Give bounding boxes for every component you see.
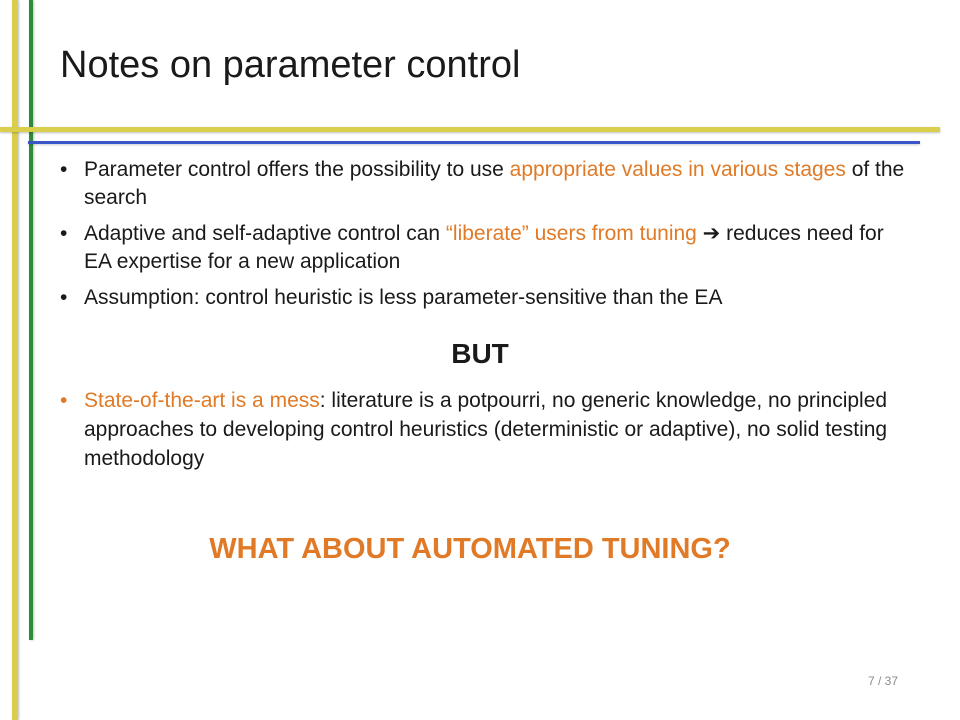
bullet-adaptive-control: [60, 220, 910, 276]
bullet-list: [60, 156, 910, 320]
bullet-text: Adaptive and self-adaptive control can: [84, 222, 446, 245]
bullet-text: Assumption: control heuristic is less parameter-sensitive than the EA: [84, 286, 723, 309]
horizontal-yellow-rule: [0, 127, 940, 132]
but-heading: BUT: [451, 338, 509, 369]
horizontal-blue-rule: [28, 141, 920, 144]
arrow-icon: ➔: [696, 222, 727, 245]
bullet-text: Parameter control offers the possibility to use: [84, 158, 510, 181]
highlight-text: “liberate” users from tuning: [445, 222, 697, 245]
bullet-state-of-the-art: [60, 386, 910, 473]
highlight-text: appropriate values in various stages: [509, 158, 846, 181]
automated-tuning-question: WHAT ABOUT AUTOMATED TUNING?: [209, 533, 731, 565]
page-number: 7 / 37: [867, 674, 898, 688]
bullet-list-state-of-art: [60, 386, 910, 473]
slide-title: Notes on parameter control: [60, 44, 521, 86]
bullet-assumption: [60, 284, 910, 312]
bullet-parameter-control: [60, 156, 910, 212]
bullet-text: reduces need for EA expertise for a new application: [84, 222, 884, 273]
bullet-text: of the search: [84, 158, 905, 209]
highlight-text: State-of-the-art is a mess: [84, 389, 320, 412]
bullet-text: : literature is a potpourri, no generic knowledge, no principled approaches to developing control heuristics (deterministic or adaptive), no solid testing methodology: [84, 389, 888, 470]
